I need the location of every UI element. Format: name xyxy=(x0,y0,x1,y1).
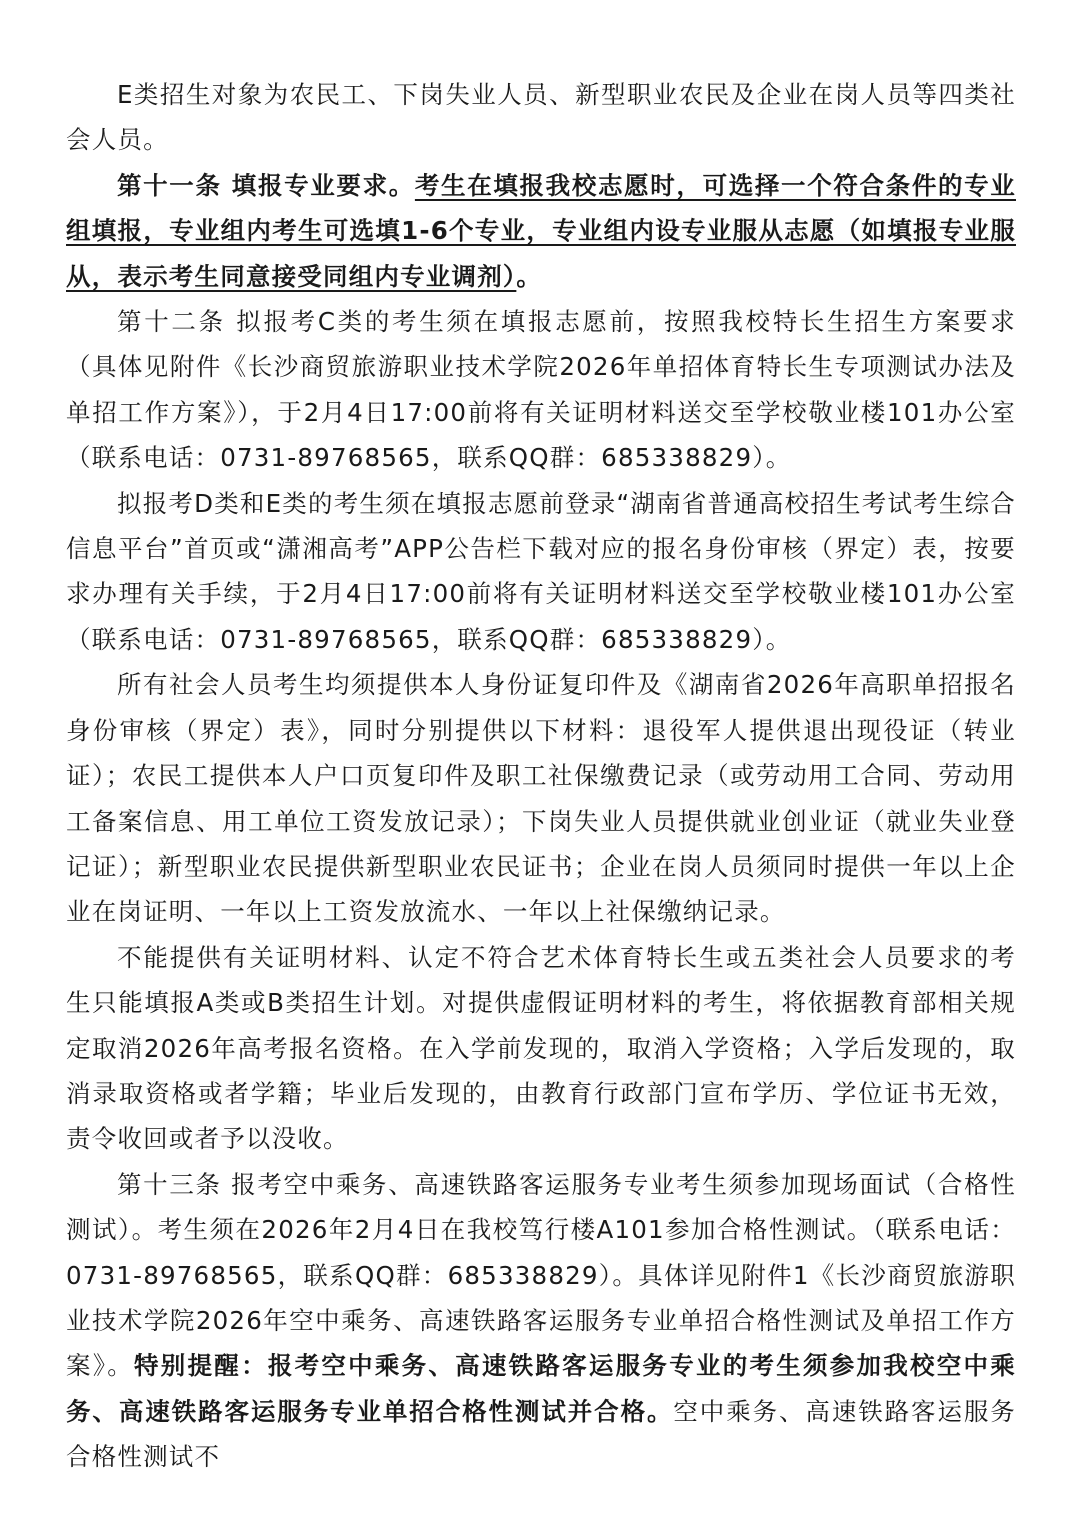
article-13-tail: 空中乘务、高速铁路客运服务合格性测试不 xyxy=(66,1396,1016,1472)
article-11-heading: 第十一条 填报专业要求。 xyxy=(117,170,415,200)
paragraph-false-materials: 不能提供有关证明材料、认定不符合艺术体育特长生或五类社会人员要求的考生只能填报A类或B类招生计划。对提供虚假证明材料的考生，将依据教育部相关规定取消2026年高考报名资格。在入学前发现的，取消入学资格；入学后发现的，取消录取资格或者学籍；毕业后发现的，由教育行政部门宣布学历、学位证书无效，责令收回或者予以没收。 xyxy=(66,942,1016,1154)
paragraph-article-11 xyxy=(66,163,1016,299)
document-page xyxy=(66,72,1016,1480)
article-13-special-reminder: 特别提醒：报考空中乘务、高速铁路客运服务专业的考生须参加我校空中乘务、高速铁路客运服务专业单招合格性测试并合格。 xyxy=(66,1351,1016,1426)
article-11-tail: 。 xyxy=(516,261,543,291)
article-13-text: 第十三条 报考空中乘务、高速铁路客运服务专业考生须参加现场面试（合格性测试）。考生须在2026年2月4日在我校笃行楼A101参加合格性测试。（联系电话：0731-89768565，联系QQ群：685338829）。具体详见附件1《长沙商贸旅游职业技术学院2026年空中乘务、高速铁路客运服务专业单招合格性测试及单招工作方案》。 xyxy=(66,1169,1016,1381)
paragraph-social-applicants: 所有社会人员考生均须提供本人身份证复印件及《湖南省2026年高职单招报名身份审核（界定）表》，同时分别提供以下材料：退役军人提供退出现役证（转业证）；农民工提供本人户口页复印件及职工社保缴费记录（或劳动用工合同、劳动用工备案信息、用工单位工资发放记录）；下岗失业人员提供就业创业证（就业失业登记证）；新型职业农民提供新型职业农民证书；企业在岗人员须同时提供一年以上企业在岗证明、一年以上工资发放流水、一年以上社保缴纳记录。 xyxy=(66,670,1016,927)
paragraph-e-category: E类招生对象为农民工、下岗失业人员、新型职业农民及企业在岗人员等四类社会人员。 xyxy=(66,80,1016,155)
paragraph-d-e-category: 拟报考D类和E类的考生须在填报志愿前登录“湖南省普通高校招生考试考生综合信息平台”首页或“潇湘高考”APP公告栏下载对应的报名身份审核（界定）表，按要求办理有关手续，于2月4日17:00前将有关证明材料送交至学校敬业楼101办公室（联系电话：0731-89768565，联系QQ群：685338829）。 xyxy=(66,488,1016,654)
article-11-underlined-requirement: 考生在填报我校志愿时，可选择一个符合条件的专业组填报，专业组内考生可选填1-6个专业，专业组内设专业服从志愿（如填报专业服从，表示考生同意接受同组内专业调剂） xyxy=(66,170,1016,291)
paragraph-article-12: 第十二条 拟报考C类的考生须在填报志愿前，按照我校特长生招生方案要求（具体见附件《长沙商贸旅游职业技术学院2026年单招体育特长生专项测试办法及单招工作方案》），于2月4日17:00前将有关证明材料送交至学校敬业楼101办公室（联系电话：0731-89768565，联系QQ群：685338829）。 xyxy=(66,307,1016,473)
paragraph-article-13 xyxy=(66,1162,1016,1480)
